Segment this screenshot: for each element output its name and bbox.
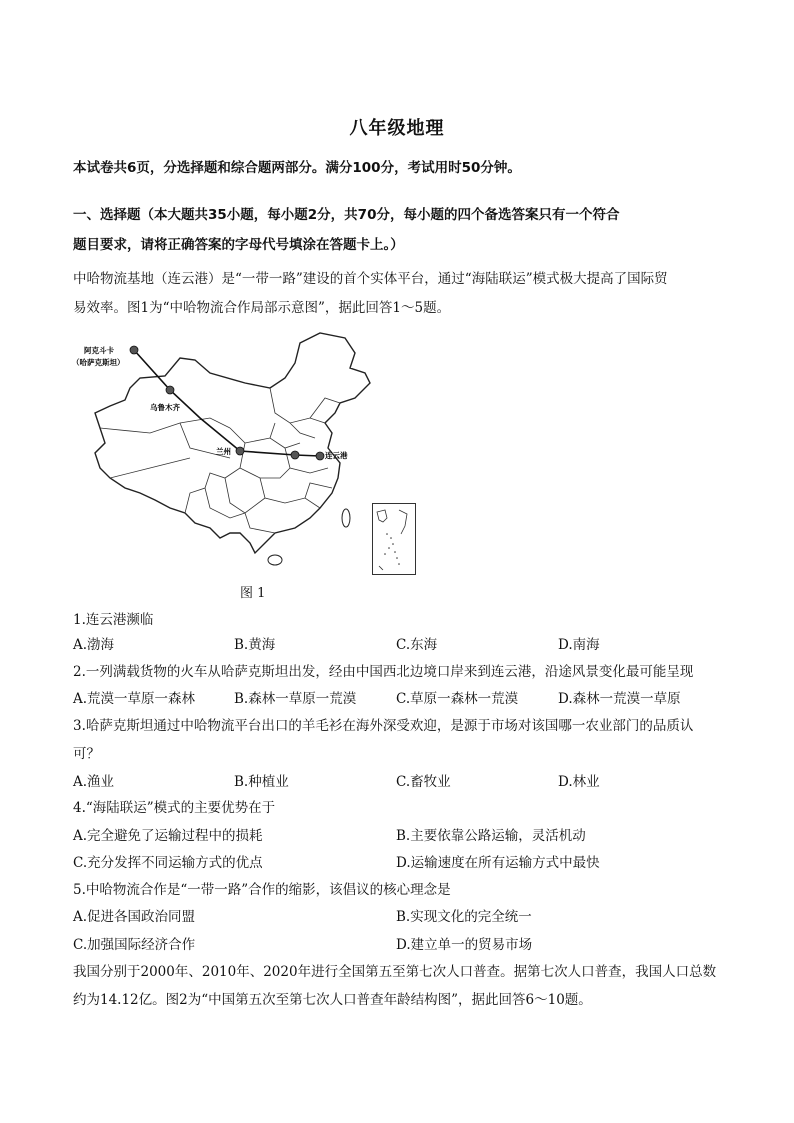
q5-option-d: D.建立单一的贸易市场 (396, 937, 533, 953)
figure-caption: 图 1 (240, 586, 266, 601)
urumqi-dot (166, 386, 174, 394)
q1-option-b: B.黄海 (234, 637, 276, 653)
passage2-line1: 我国分别于2000年、2010年、2020年进行全国第五至第七次人口普查。据第七次人口普查，我国人口总数 (73, 964, 717, 980)
q3-option-d: D.林业 (558, 774, 600, 790)
q2-option-c: C.草原一森林一荒漠 (396, 691, 519, 707)
q2-stem: 2.一列满载货物的火车从哈萨克斯坦出发，经由中国西北边境口岸来到连云港，沿途风景变化最可能呈现 (73, 664, 694, 680)
q4-option-c: C.充分发挥不同运输方式的优点 (73, 855, 263, 871)
label-almaty: 阿克斗卡 (84, 346, 114, 355)
passage2-line2: 约为14.12亿。图2为“中国第五次至第七次人口普查年龄结构图”，据此回答6～10题。 (73, 992, 592, 1008)
q3-option-c: C.畜牧业 (396, 774, 451, 790)
label-lianyungang: 连云港 (325, 451, 348, 460)
china-map-figure (70, 328, 410, 578)
china-outline (95, 333, 370, 553)
q5-option-b: B.实现文化的完全统一 (396, 909, 532, 925)
q1-option-d: D.南海 (558, 637, 600, 653)
china-map-svg (70, 328, 410, 578)
q3-option-b: B.种植业 (234, 774, 289, 790)
passage1-line2: 易效率。图1为“中哈物流合作局部示意图”，据此回答1～5题。 (73, 300, 451, 316)
junction-dot (291, 451, 299, 459)
lanzhou-dot (236, 447, 244, 455)
q4-option-b: B.主要依靠公路运输，灵活机动 (396, 828, 586, 844)
q1-option-c: C.东海 (396, 637, 438, 653)
passage1-line1: 中哈物流基地（连云港）是“一带一路”建设的首个实体平台，通过“海陆联运”模式极大提高了国际贸 (73, 271, 668, 287)
exam-intro: 本试卷共6页，分选择题和综合题两部分。满分100分，考试用时50分钟。 (73, 160, 521, 176)
south-china-sea-inset (372, 503, 416, 575)
q5-option-c: C.加强国际经济合作 (73, 937, 196, 953)
section-heading-line1: 一、选择题（本大题共35小题，每小题2分，共70分，每小题的四个备选答案只有一个符合 (73, 207, 620, 223)
q3-stem: 3.哈萨克斯坦通过中哈物流平台出口的羊毛衫在海外深受欢迎，是源于市场对该国哪一农业部门的品质认 (73, 718, 694, 734)
label-urumqi: 乌鲁木齐 (150, 403, 180, 412)
taiwan-island (342, 509, 350, 527)
label-kazakhstan: （哈萨克斯坦） (72, 358, 125, 367)
section-heading-line2: 题目要求，请将正确答案的字母代号填涂在答题卡上。） (73, 237, 404, 253)
q1-stem: 1.连云港濒临 (73, 612, 154, 628)
q3-option-a: A.渔业 (73, 774, 115, 790)
q4-option-d: D.运输速度在所有运输方式中最快 (396, 855, 600, 871)
q2-option-a: A.荒漠一草原一森林 (73, 691, 196, 707)
q5-stem: 5.中哈物流合作是“一带一路”合作的缩影，该倡议的核心理念是 (73, 882, 451, 898)
hainan-island (268, 555, 282, 565)
q4-stem: 4.“海陆联运”模式的主要优势在于 (73, 800, 276, 816)
q1-option-a: A.渤海 (73, 637, 115, 653)
lianyungang-dot (316, 452, 324, 460)
q4-option-a: A.完全避免了运输过程中的损耗 (73, 828, 263, 844)
q2-option-d: D.森林一荒漠一草原 (558, 691, 681, 707)
label-lanzhou: 兰州 (216, 447, 231, 456)
page-title: 八年级地理 (349, 118, 445, 139)
q3-stem-cont: 可？ (73, 746, 100, 762)
q2-option-b: B.森林一草原一荒漠 (234, 691, 357, 707)
almaty-dot (130, 346, 138, 354)
q5-option-a: A.促进各国政治同盟 (73, 909, 196, 925)
inset-svg (373, 504, 415, 574)
province-borders (100, 388, 340, 533)
